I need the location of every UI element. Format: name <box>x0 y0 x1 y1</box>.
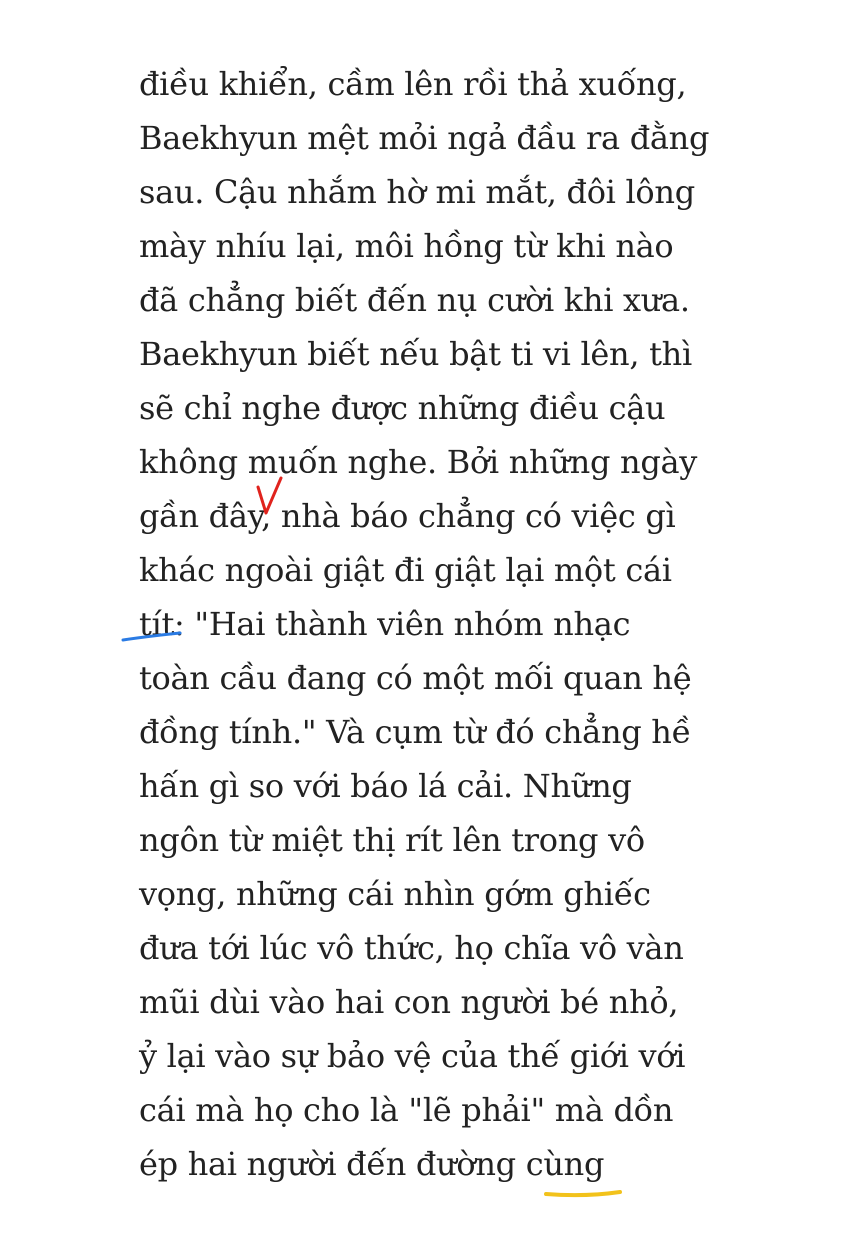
text-line: không muốn nghe. Bởi những ngày <box>139 443 698 481</box>
text-line: khác ngoài giật đi giật lại một cái <box>139 551 672 589</box>
text-line: sau. Cậu nhắm hờ mi mắt, đôi lông <box>139 173 695 211</box>
text-line: gần đây, nhà báo chẳng có việc gì <box>139 497 676 535</box>
yellow-underline-mark <box>546 1192 620 1195</box>
text-line: ngôn từ miệt thị rít lên trong vô <box>139 821 645 859</box>
text-line: toàn cầu đang có một mối quan hệ <box>139 659 692 697</box>
text-line: cái mà họ cho là "lẽ phải" mà dồn <box>139 1091 674 1129</box>
text-line: vọng, những cái nhìn gớm ghiếc <box>139 875 651 913</box>
text-line: ỷ lại vào sự bảo vệ của thế giới với <box>139 1037 686 1075</box>
text-line: ép hai người đến đường cùng <box>139 1145 605 1183</box>
text-body <box>139 57 739 1191</box>
text-line: tít: "Hai thành viên nhóm nhạc <box>139 605 631 643</box>
text-line: mày nhíu lại, môi hồng từ khi nào <box>139 227 674 265</box>
text-line: Baekhyun biết nếu bật ti vi lên, thì <box>139 335 692 373</box>
text-line: hấn gì so với báo lá cải. Những <box>139 767 632 805</box>
text-line: Baekhyun mệt mỏi ngả đầu ra đằng <box>139 119 710 157</box>
text-line: mũi dùi vào hai con người bé nhỏ, <box>139 983 679 1021</box>
text-line: đã chẳng biết đến nụ cười khi xưa. <box>139 281 690 319</box>
text-line: đưa tới lúc vô thức, họ chĩa vô vàn <box>139 929 684 967</box>
text-line: điều khiển, cầm lên rồi thả xuống, <box>139 65 687 103</box>
text-line: đồng tính." Và cụm từ đó chẳng hề <box>139 713 692 751</box>
text-line: sẽ chỉ nghe được những điều cậu <box>139 389 666 427</box>
